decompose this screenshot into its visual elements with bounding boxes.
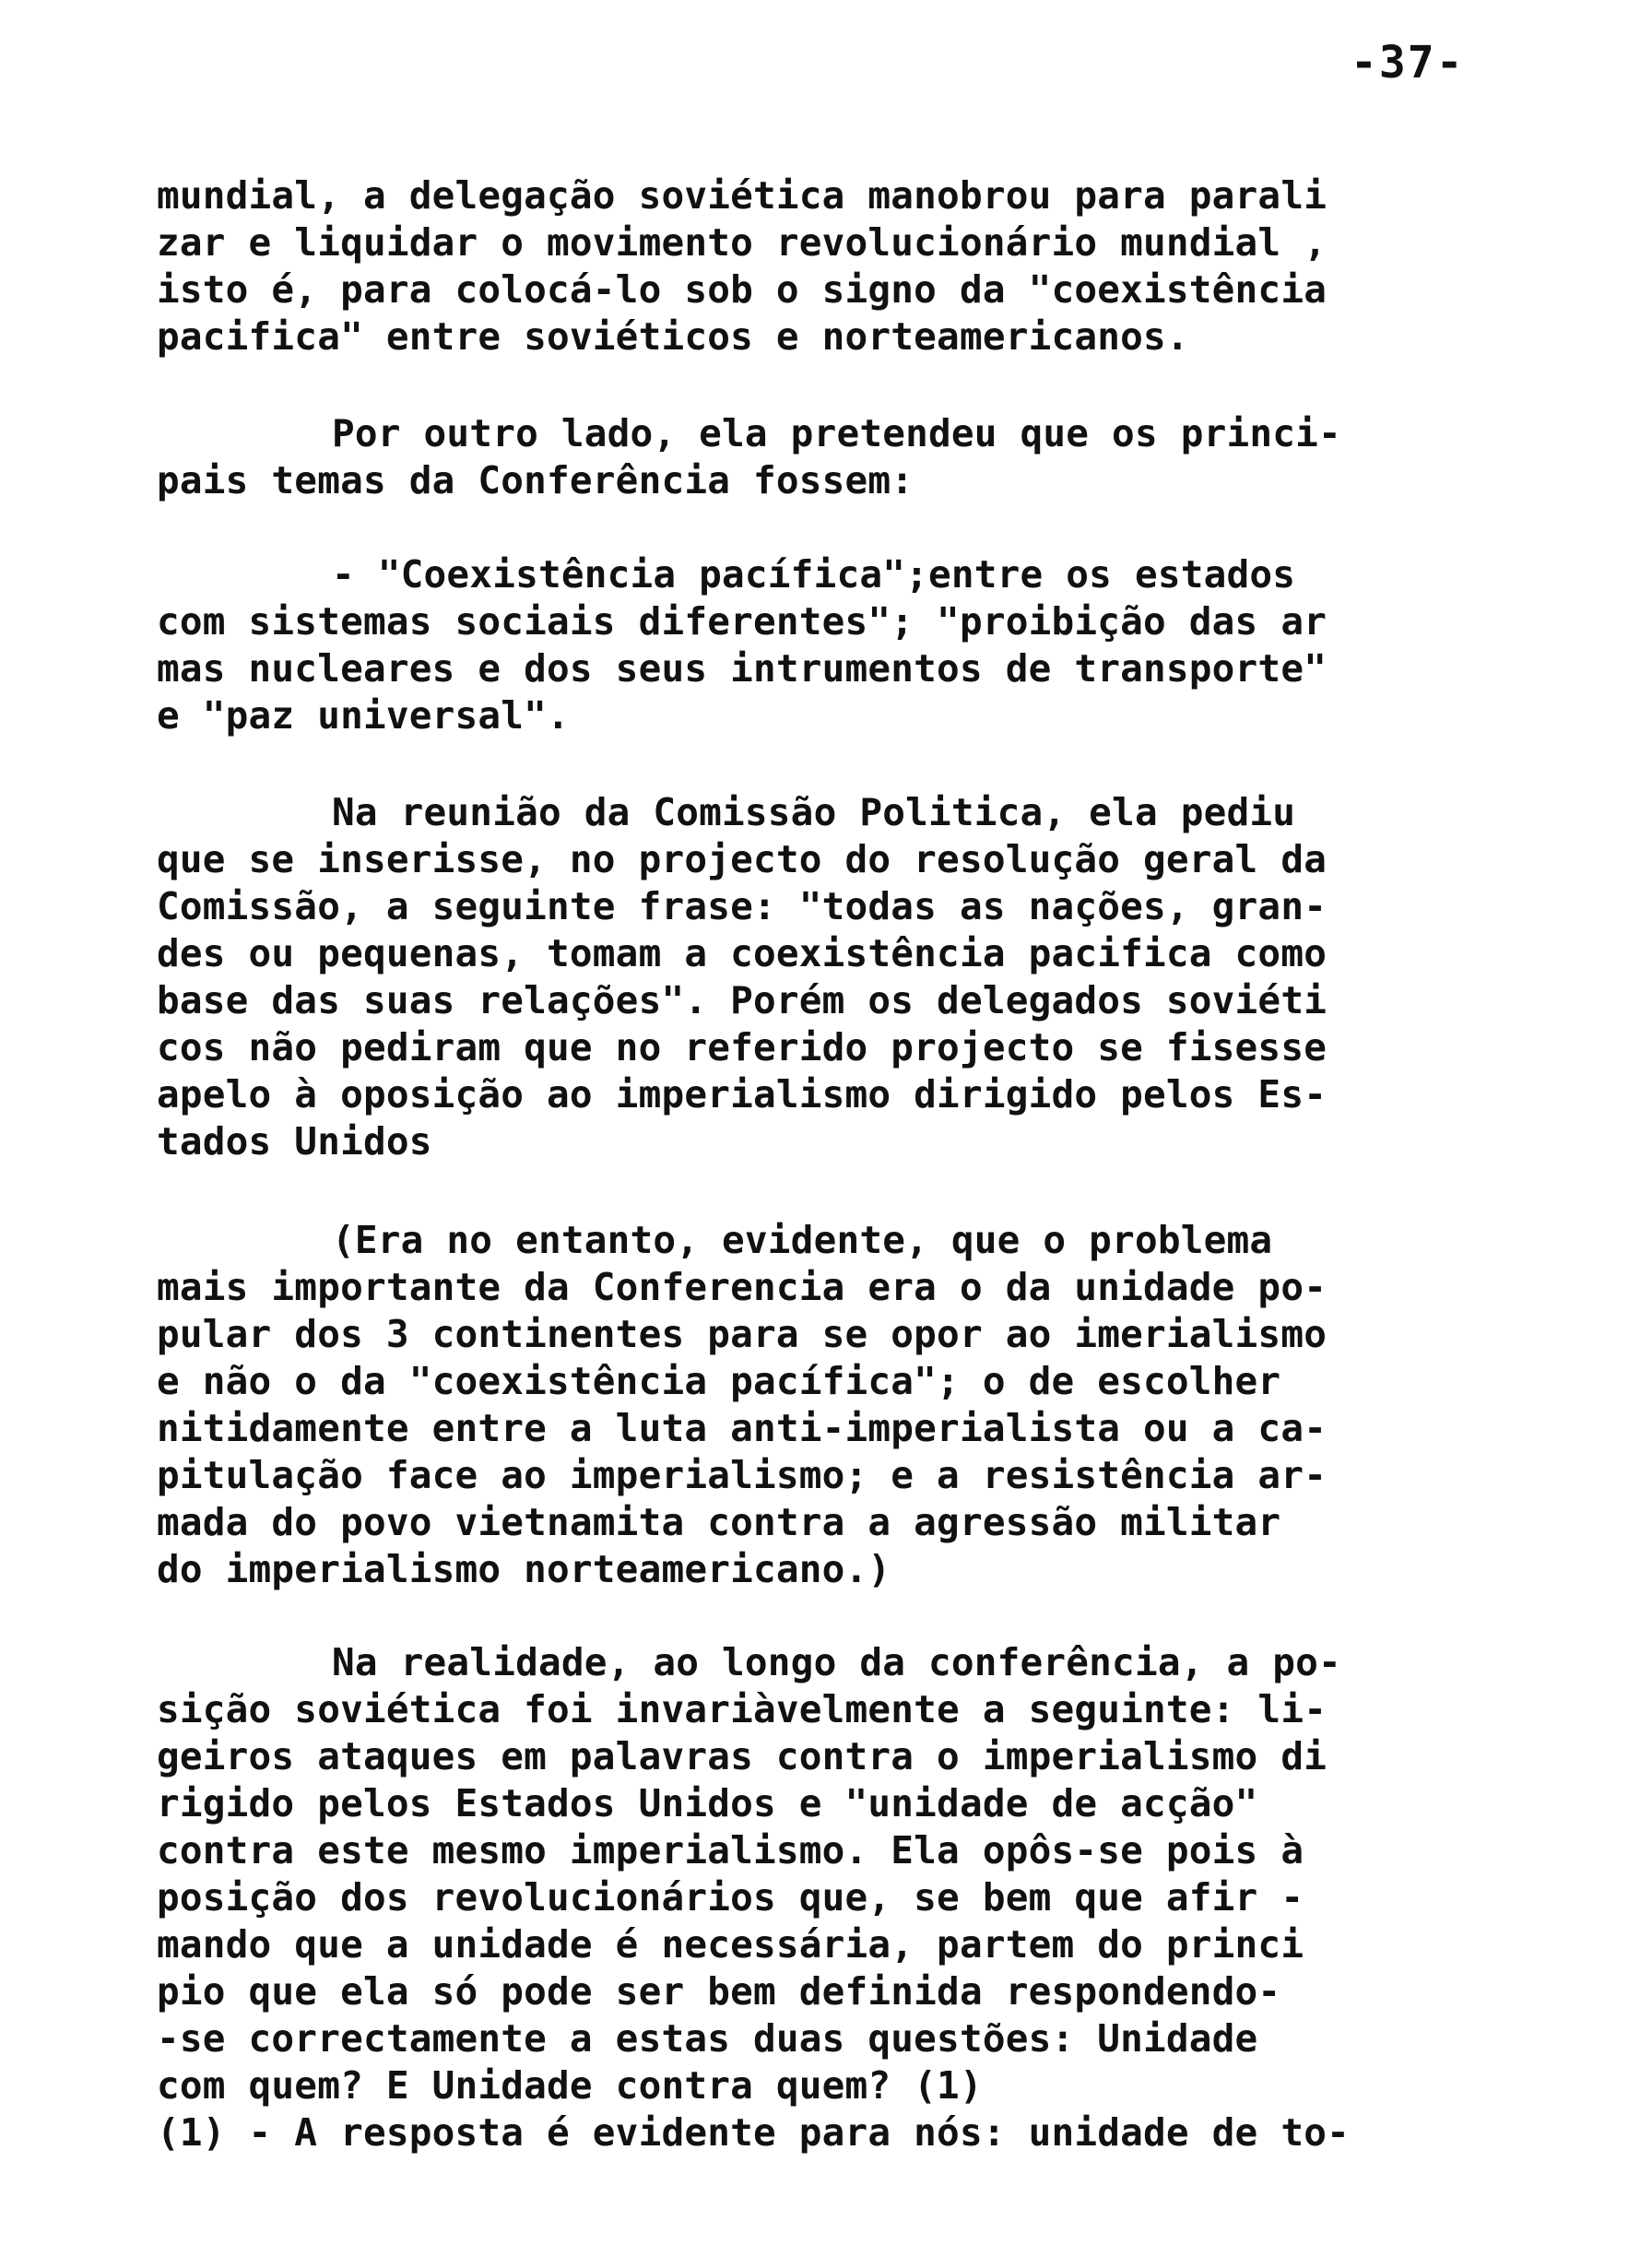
- text-line: posição dos revolucionários que, se bem que afir -: [157, 1875, 1304, 1920]
- text-line: e não o da "coexistência pacífica"; o de escolher: [157, 1359, 1281, 1403]
- text-line: - "Coexistência pacífica";entre os estados: [332, 552, 1296, 597]
- text-line: nitidamente entre a luta anti-imperialista ou a ca-: [157, 1406, 1328, 1450]
- paragraph-1: [157, 172, 1466, 360]
- text-line: contra este mesmo imperialismo. Ela opôs-se pois à: [157, 1828, 1304, 1872]
- text-line: sição soviética foi invariàvelmente a seguinte: li-: [157, 1687, 1328, 1731]
- text-line: pular dos 3 continentes para se opor ao imerialismo: [157, 1312, 1328, 1356]
- text-line: -se correctamente a estas duas questões: Unidade: [157, 2016, 1258, 2061]
- text-line: isto é, para colocá-lo sob o signo da "coexistência: [157, 267, 1328, 312]
- text-line: cos não pediram que no referido projecto se fisesse: [157, 1025, 1328, 1069]
- text-line: pacifica" entre soviéticos e norteamericanos.: [157, 314, 1189, 359]
- text-line: pio que ela só pode ser bem definida respondendo-: [157, 1969, 1281, 2014]
- text-line: Comissão, a seguinte frase: "todas as nações, gran-: [157, 884, 1328, 928]
- page-number: -37-: [1351, 37, 1465, 89]
- paragraph-6: [157, 1639, 1466, 2156]
- text-line: mundial, a delegação soviética manobrou para parali: [157, 173, 1328, 218]
- paragraph-5: [157, 1217, 1466, 1593]
- text-line: do imperialismo norteamericano.): [157, 1547, 891, 1591]
- text-line: geiros ataques em palavras contra o imperialismo di: [157, 1734, 1328, 1778]
- text-line: mada do povo vietnamita contra a agressão militar: [157, 1500, 1281, 1544]
- text-line: des ou pequenas, tomam a coexistência pacifica como: [157, 931, 1328, 975]
- text-line: zar e liquidar o movimento revolucionário mundial ,: [157, 220, 1328, 265]
- text-line: Por outro lado, ela pretendeu que os princi-: [332, 411, 1341, 455]
- text-line: pais temas da Conferência fossem:: [157, 458, 914, 502]
- text-line: mais importante da Conferencia era o da unidade po-: [157, 1265, 1328, 1309]
- text-line: Na reunião da Comissão Politica, ela pediu: [332, 790, 1296, 834]
- text-line: pitulação face ao imperialismo; e a resistência ar-: [157, 1453, 1328, 1497]
- text-line: rigido pelos Estados Unidos e "unidade de acção": [157, 1781, 1258, 1825]
- paragraph-2: [157, 410, 1466, 504]
- text-line: base das suas relações". Porém os delegados soviéti: [157, 978, 1328, 1022]
- text-line: mando que a unidade é necessária, partem do princi: [157, 1922, 1304, 1967]
- footnote-line: (1) - A resposta é evidente para nós: unidade de to-: [157, 2110, 1350, 2155]
- text-line: com sistemas sociais diferentes"; "proibição das ar: [157, 599, 1328, 644]
- paragraph-4: [157, 789, 1466, 1165]
- text-line: apelo à oposição ao imperialismo dirigido pelos Es-: [157, 1072, 1328, 1116]
- text-line: e "paz universal".: [157, 693, 570, 738]
- text-line: (Era no entanto, evidente, que o problema: [332, 1218, 1273, 1262]
- text-line: que se inserisse, no projecto do resolução geral da: [157, 837, 1328, 881]
- text-line: mas nucleares e dos seus intrumentos de transporte": [157, 646, 1328, 691]
- text-line: com quem? E Unidade contra quem? (1): [157, 2063, 983, 2108]
- text-line: tados Unidos: [157, 1119, 432, 1164]
- text-line: Na realidade, ao longo da conferência, a po-: [332, 1640, 1341, 1684]
- paragraph-3: [157, 551, 1466, 739]
